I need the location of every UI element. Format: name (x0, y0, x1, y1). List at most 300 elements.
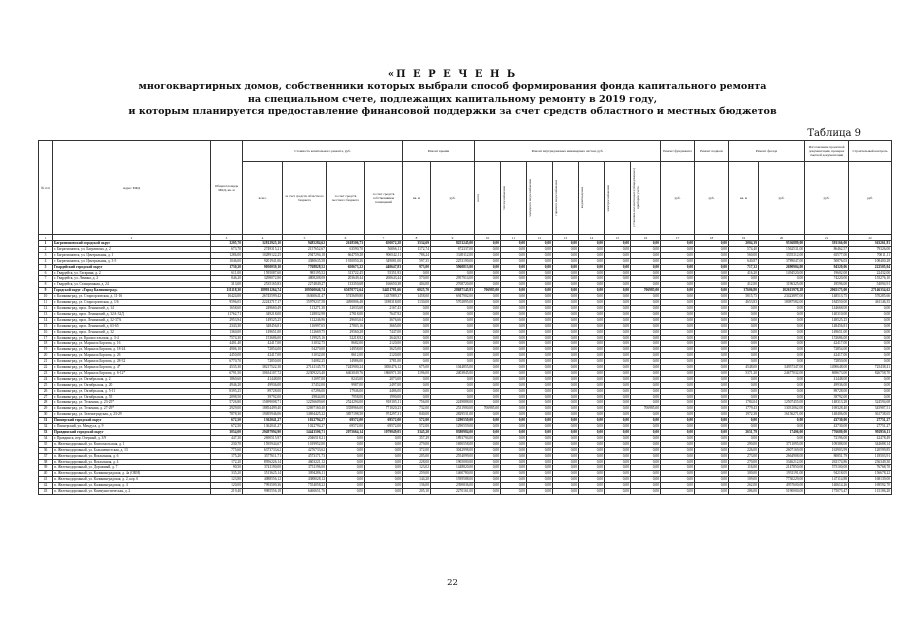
column-number: 4 (243, 235, 283, 241)
table-cell: 0,00 (631, 388, 661, 394)
table-cell: 0,00 (501, 270, 527, 276)
table-cell: 0,00 (849, 335, 892, 341)
table-cell: 42 (39, 483, 53, 489)
table-cell: 168139,00 (849, 477, 892, 483)
table-cell: 149525,25 (243, 317, 283, 323)
table-cell: 0,00 (759, 376, 805, 382)
table-cell: 0,00 (403, 341, 431, 347)
table-cell: 1 (39, 241, 53, 247)
table-cell: 0,00 (849, 394, 892, 400)
table-cell: п. Железнодорожный, ул. Комсомольская, д. 1 (53, 441, 211, 447)
table-cell: 0,00 (475, 447, 501, 453)
table-cell: 0,00 (759, 394, 805, 400)
cost-regional-header: за счет средств областного бюджета (283, 162, 327, 235)
table-cell: 43730,00 (805, 418, 849, 424)
table-cell: 123,80 (211, 477, 243, 483)
table-cell: 0,00 (605, 264, 631, 270)
table-cell: 672,50 (211, 424, 243, 430)
table-cell: 72196,00 (805, 435, 849, 441)
table-cell: 1595087,60 (243, 270, 283, 276)
table-cell: 39792,00 (805, 394, 849, 400)
table-cell: 0,00 (579, 418, 605, 424)
table-cell: 5 (39, 264, 53, 270)
table-cell: 3054,00 (211, 430, 243, 436)
table-cell: г. Калининград, ул. Староорловская, д. 1/6 (53, 300, 211, 306)
table-cell: 37606,80 (729, 288, 759, 294)
table-cell: 0,00 (661, 365, 695, 371)
table-cell: 0,00 (631, 241, 661, 247)
table-cell: 0,00 (661, 264, 695, 270)
table-cell: 0,00 (475, 394, 501, 400)
table-cell: 0,00 (579, 365, 605, 371)
table-cell: п. Железнодорожный, ул. Калининградская, д. 4а (ОКН) (53, 471, 211, 477)
table-cell: 0,00 (661, 276, 695, 282)
table-cell: 14 (39, 317, 53, 323)
table-cell: 0,00 (605, 317, 631, 323)
table-cell: 3358966,00 (327, 406, 365, 412)
table-cell: 0,00 (631, 347, 661, 353)
table-cell: 8253245,00 (431, 241, 475, 247)
table-cell: 0,00 (365, 441, 403, 447)
table-cell: 15 (39, 323, 53, 329)
table-cell: 0,00 (695, 241, 729, 247)
table-cell: 0,00 (661, 447, 695, 453)
table-cell: 12507455,00 (759, 400, 805, 406)
table-cell: 0,00 (501, 465, 527, 471)
table-cell: 0,00 (631, 252, 661, 258)
table-cell: 5815,75 (729, 294, 759, 300)
table-cell: 0,00 (579, 477, 605, 483)
table-cell: 0,00 (849, 341, 892, 347)
table-cell: 1562531,00 (759, 246, 805, 252)
table-cell: 116997,65 (283, 323, 327, 329)
table-cell: 0,00 (403, 311, 431, 317)
table-cell: 29497994,90 (243, 430, 283, 436)
table-cell: 0,00 (501, 483, 527, 489)
table-cell: 76768,70 (849, 465, 892, 471)
systems-group-header: Ремонт внутридомовых инженерных систем, руб. (475, 141, 661, 162)
table-cell: 0,00 (501, 317, 527, 323)
table-cell: 0,00 (579, 323, 605, 329)
facade-rub-header: руб. (759, 162, 805, 235)
table-cell: 0,00 (527, 365, 553, 371)
table-cell: 597,35 (403, 258, 431, 264)
table-cell: 4490806,48 (327, 300, 365, 306)
table-cell: 65670772,64 (327, 288, 365, 294)
table-cell: 0,00 (695, 435, 729, 441)
table-cell: 1437089,37 (365, 294, 403, 300)
table-cell: 9485284,62 (283, 241, 327, 247)
table-cell: 26745599,42 (243, 294, 283, 300)
table-cell: 3577611,71 (243, 453, 283, 459)
table-cell: 0,00 (661, 412, 695, 418)
table-cell: п. Железнодорожный, ул. Коммунистическая, д. 2 (53, 489, 211, 495)
table-cell: 11762,71 (211, 311, 243, 317)
column-number: 14 (579, 235, 605, 241)
table-cell: 29844,00 (283, 394, 327, 400)
table-cell: 0,00 (553, 477, 579, 483)
table-cell: п. Железнодорожный, ул. Вокзальная, д. 6 (53, 453, 211, 459)
table-cell: 6770,70 (211, 359, 243, 365)
table-cell: 0,00 (579, 453, 605, 459)
sys-sewer-header: водоотведения (579, 162, 605, 235)
sys-hot-header: горячего водоснабжения (553, 162, 579, 235)
table-cell: 33 (39, 430, 53, 436)
table-cell: 0,00 (527, 241, 553, 247)
roof-unit-header: кв. м (403, 162, 431, 235)
table-cell: 0,00 (729, 435, 759, 441)
table-cell: 18854499,40 (243, 406, 283, 412)
table-cell: 0,00 (365, 471, 403, 477)
table-cell: 0,00 (365, 465, 403, 471)
table-cell: 372,00 (403, 447, 431, 453)
table-cell: 0,00 (605, 246, 631, 252)
table-cell: 0,00 (553, 264, 579, 270)
table-cell: 273,00 (729, 453, 759, 459)
table-cell: 279,00 (403, 441, 431, 447)
table-cell: 0,00 (605, 406, 631, 412)
table-cell: 0,00 (553, 370, 579, 376)
table-cell: 0,00 (661, 359, 695, 365)
table-cell: 0,00 (527, 294, 553, 300)
table-cell: 4486,00 (365, 388, 403, 394)
table-cell: 0,00 (553, 347, 579, 353)
table-cell: 0,00 (327, 471, 365, 477)
table-cell: 10289122,25 (243, 252, 283, 258)
table-cell: 1730,20 (211, 264, 243, 270)
table-cell: 0,00 (431, 270, 475, 276)
table-cell: 12033,68 (327, 305, 365, 311)
table-cell: 34 (39, 435, 53, 441)
table-cell: 0,00 (553, 359, 579, 365)
table-cell: 2098,50 (211, 394, 243, 400)
table-cell: 0,00 (729, 317, 759, 323)
table-cell: 0,00 (501, 471, 527, 477)
table-cell: 18 (39, 341, 53, 347)
table-cell: 0,00 (631, 471, 661, 477)
table-cell: 112246,96 (283, 317, 327, 323)
table-cell: 0,00 (661, 424, 695, 430)
table-cell: 1130,00 (403, 300, 431, 306)
table-cell: 1022794,27 (283, 424, 327, 430)
table-cell: 9596,05 (211, 300, 243, 306)
table-cell: 34957347,00 (759, 365, 805, 371)
table-cell: 136,00 (403, 483, 431, 489)
table-cell: 0,00 (579, 388, 605, 394)
table-cell: 0,00 (661, 400, 695, 406)
table-cell: 0,00 (475, 341, 501, 347)
table-cell: 906542,11 (365, 252, 403, 258)
table-cell: 31032,75 (283, 341, 327, 347)
table-cell: 0,00 (553, 282, 579, 288)
table-cell: 286,00 (729, 489, 759, 495)
table-cell: 270,00 (729, 459, 759, 465)
table-cell: 0,00 (475, 359, 501, 365)
table-cell: 0,00 (501, 412, 527, 418)
title-line-3: на специальном счете, подлежащих капитальному ремонту в 2019 году, (247, 93, 658, 105)
table-cell: 0,00 (695, 353, 729, 359)
table-cell: г. Калининград, ул. Октябрьская, д. 55 (53, 394, 211, 400)
table-cell: 0,00 (661, 382, 695, 388)
table-cell: 4808208,08 (283, 276, 327, 282)
table-cell: 0,00 (695, 359, 729, 365)
column-number: 9 (431, 235, 475, 241)
table-cell: 3625,00 (365, 347, 403, 353)
table-cell: 69572,00 (365, 424, 403, 430)
table-cell: 115186,20 (849, 489, 892, 495)
table-cell: 0,00 (849, 311, 892, 317)
table-cell: 2120,00 (365, 353, 403, 359)
table-cell: 0,00 (631, 418, 661, 424)
table-cell: 0,00 (553, 294, 579, 300)
table-cell: г. Калининград, прсп. Ленинский, д. 63-65 (53, 323, 211, 329)
table-cell: 0,00 (631, 305, 661, 311)
table-cell: 8956226,14 (243, 459, 283, 465)
column-number: 11 (501, 235, 527, 241)
table-cell: 0,00 (631, 459, 661, 465)
table-cell: 2403845,00 (431, 370, 475, 376)
table-cell: 0,00 (527, 471, 553, 477)
table-cell: 6463049,76 (327, 370, 365, 376)
table-cell: 0,00 (579, 424, 605, 430)
table-cell: 0,00 (759, 311, 805, 317)
table-cell: 0,00 (501, 406, 527, 412)
table-cell: 236349,30 (849, 459, 892, 465)
table-cell: 7958,00 (327, 394, 365, 400)
table-cell: 0,00 (695, 311, 729, 317)
table-cell: 0,00 (553, 400, 579, 406)
table-cell: 116,00 (729, 465, 759, 471)
table-cell: 0,00 (849, 353, 892, 359)
table-cell: 0,00 (501, 477, 527, 483)
column-number: 18 (695, 235, 729, 241)
table-cell: 0,00 (403, 317, 431, 323)
table-cell: г. Багратионовск, ул. Центральная, д. 3-5 (53, 258, 211, 264)
table-cell: 1290559,00 (431, 424, 475, 430)
table-cell: 0,00 (631, 465, 661, 471)
table-cell: 0,00 (579, 270, 605, 276)
table-cell: 0,00 (631, 400, 661, 406)
table-cell: 0,00 (605, 465, 631, 471)
table-cell: 0,00 (527, 382, 553, 388)
table-cell: 0,00 (365, 453, 403, 459)
table-cell: 1286,00 (211, 252, 243, 258)
table-cell: 2690904,00 (759, 264, 805, 270)
table-cell: 0,00 (579, 359, 605, 365)
table-cell: 26 (39, 388, 53, 394)
table-cell: 0,00 (527, 353, 553, 359)
table-cell: 249660,49 (243, 305, 283, 311)
table-cell: 63590,70 (327, 246, 365, 252)
table-cell: 840,00 (403, 412, 431, 418)
table-cell: 69572,00 (327, 424, 365, 430)
table-cell: г. Гвардейск, ул. Станционная, д. 24 (53, 282, 211, 288)
table-cell: 0,00 (501, 447, 527, 453)
table-cell: 0,00 (475, 276, 501, 282)
table-cell: 2618506,73 (327, 241, 365, 247)
table-cell: 0,00 (729, 276, 759, 282)
table-cell: 0,00 (431, 359, 475, 365)
table-cell: 23423897,00 (759, 294, 805, 300)
table-cell: 0,00 (605, 388, 631, 394)
table-cell: 17946,00 (327, 388, 365, 394)
table-cell: 9 (39, 288, 53, 294)
table-cell: 0,00 (501, 276, 527, 282)
table-cell: 0,00 (527, 323, 553, 329)
table-cell: 39792,00 (243, 394, 283, 400)
table-cell: 0,00 (501, 282, 527, 288)
table-cell: 0,00 (605, 365, 631, 371)
column-number: 20 (759, 235, 805, 241)
table-cell: 640,87 (729, 258, 759, 264)
table-cell: 20 (39, 353, 53, 359)
table-cell: 0,00 (631, 246, 661, 252)
table-cell: 0,00 (579, 471, 605, 477)
table-cell: 0,00 (403, 382, 431, 388)
table-cell: 363261,81 (849, 241, 892, 247)
table-cell: 108400,28 (849, 258, 892, 264)
table-cell: 32812925,10 (243, 241, 283, 247)
table-cell: 140310,00 (805, 311, 849, 317)
table-cell: 2749315,21 (243, 246, 283, 252)
sys-heat-header: теплоснабжения (501, 162, 527, 235)
table-cell: 70011,11 (849, 252, 892, 258)
table-cell: 8682,00 (327, 341, 365, 347)
table-cell: 0,00 (579, 400, 605, 406)
table-cell: 5371,20 (729, 370, 759, 376)
table-cell: 0,00 (501, 359, 527, 365)
table-cell: 290,00 (729, 441, 759, 447)
table-cell: 109388,00 (805, 441, 849, 447)
table-cell: 0,00 (475, 323, 501, 329)
column-number: 6 (327, 235, 365, 241)
table-cell: 776680,00 (805, 430, 849, 436)
table-cell: 2531900,00 (431, 406, 475, 412)
table-cell: 0,00 (759, 317, 805, 323)
table-cell: 149651,00 (243, 329, 283, 335)
table-cell: 0,00 (631, 317, 661, 323)
table-cell: 9987,00 (327, 382, 365, 388)
table-cell: 12697160,40 (283, 406, 327, 412)
table-cell: 38217522,30 (243, 365, 283, 371)
table-cell: 0,00 (849, 317, 892, 323)
roof-group-header: Ремонт крыши (403, 141, 475, 162)
table-cell: 262,00 (729, 483, 759, 489)
table-cell: 0,00 (475, 335, 501, 341)
table-cell: 0,00 (605, 241, 631, 247)
table-cell: 8612,00 (327, 353, 365, 359)
table-cell: 0,00 (759, 388, 805, 394)
table-cell: г. Калининград, прсп. Ленинский, д. 32 (53, 329, 211, 335)
table-cell: 4653,83 (729, 300, 759, 306)
table-cell: 0,00 (661, 317, 695, 323)
table-cell: 2065175,00 (805, 288, 849, 294)
table-cell: 0,00 (553, 311, 579, 317)
table-cell: 120599,85 (849, 447, 892, 453)
table-cell: 8243,00 (327, 376, 365, 382)
table-cell: 0,00 (501, 347, 527, 353)
column-number: 5 (283, 235, 327, 241)
table-cell: 0,00 (729, 353, 759, 359)
table-cell: 0,00 (695, 477, 729, 483)
table-cell: г. Гвардейск, ул. Гагарина, д. 2 (53, 270, 211, 276)
table-cell: 0,00 (527, 394, 553, 400)
table-cell: 79326,00 (849, 246, 892, 252)
table-cell: 992956,11 (849, 430, 892, 436)
table-cell: 0,00 (661, 347, 695, 353)
table-cell: 0,00 (431, 329, 475, 335)
table-cell: 2167,43 (365, 305, 403, 311)
table-cell: 0,00 (527, 270, 553, 276)
table-cell: 3711095,00 (759, 441, 805, 447)
table-cell: 0,00 (579, 441, 605, 447)
table-cell: 4380635,58 (283, 258, 327, 264)
table-cell: 0,00 (695, 305, 729, 311)
table-cell: 0,00 (695, 400, 729, 406)
table-cell: 10 (39, 294, 53, 300)
table-cell: 1494520,00 (759, 270, 805, 276)
table-cell: 0,00 (579, 430, 605, 436)
table-cell: п. Железнодорожный, ул. Дорожный, д. 7 (53, 465, 211, 471)
table-cell: 0,00 (631, 435, 661, 441)
col-area-header: Общая площадь МКД, кв. м (211, 141, 243, 235)
table-cell: 574,40 (729, 246, 759, 252)
table-cell: 69572,00 (327, 418, 365, 424)
table-cell: 22432,00 (849, 270, 892, 276)
table-cell: 0,00 (605, 270, 631, 276)
table-cell: 2829531,00 (431, 412, 475, 418)
table-cell: 2690515,97 (243, 435, 283, 441)
table-cell: 0,00 (553, 241, 579, 247)
table-cell: 0,00 (501, 241, 527, 247)
table-cell: 0,00 (605, 382, 631, 388)
table-cell: 0,00 (579, 311, 605, 317)
table-cell: 673,70 (211, 246, 243, 252)
table-cell: 0,00 (579, 394, 605, 400)
table-cell: 175,20 (211, 453, 243, 459)
table-cell: 0,00 (605, 323, 631, 329)
table-cell: 0,00 (605, 353, 631, 359)
table-cell: 9050039,10 (243, 264, 283, 270)
table-cell: 27141145,75 (283, 365, 327, 371)
table-cell: 7878,30 (211, 412, 243, 418)
table-cell: 0,00 (527, 252, 553, 258)
table-cell: 149651,00 (805, 329, 849, 335)
foundation-group-header: Ремонт фундамента (661, 141, 695, 162)
table-cell: 0,00 (661, 329, 695, 335)
table-container (38, 140, 891, 495)
table-cell: 0,00 (661, 294, 695, 300)
table-cell: 102615978,28 (759, 288, 805, 294)
table-cell: 0,00 (605, 311, 631, 317)
table-cell: 0,00 (631, 264, 661, 270)
table-cell: 0,00 (431, 305, 475, 311)
table-cell: 0,00 (661, 406, 695, 412)
table-cell: 2607169,00 (759, 447, 805, 453)
table-cell: 27803,16 (327, 323, 365, 329)
table-cell: 0,00 (605, 282, 631, 288)
table-cell: 0,00 (501, 294, 527, 300)
title-line-1: «П Е Р Е Ч Е Н Ь (387, 69, 518, 80)
table-cell: 0,00 (729, 418, 759, 424)
table-cell: 664759,28 (327, 252, 365, 258)
table-cell: 4603221,12 (283, 459, 327, 465)
table-cell: 0,00 (849, 347, 892, 353)
table-cell: 0,00 (553, 329, 579, 335)
table-cell: 219,40 (211, 489, 243, 495)
table-cell: 140614,26 (805, 483, 849, 489)
table-cell: 0,00 (695, 270, 729, 276)
